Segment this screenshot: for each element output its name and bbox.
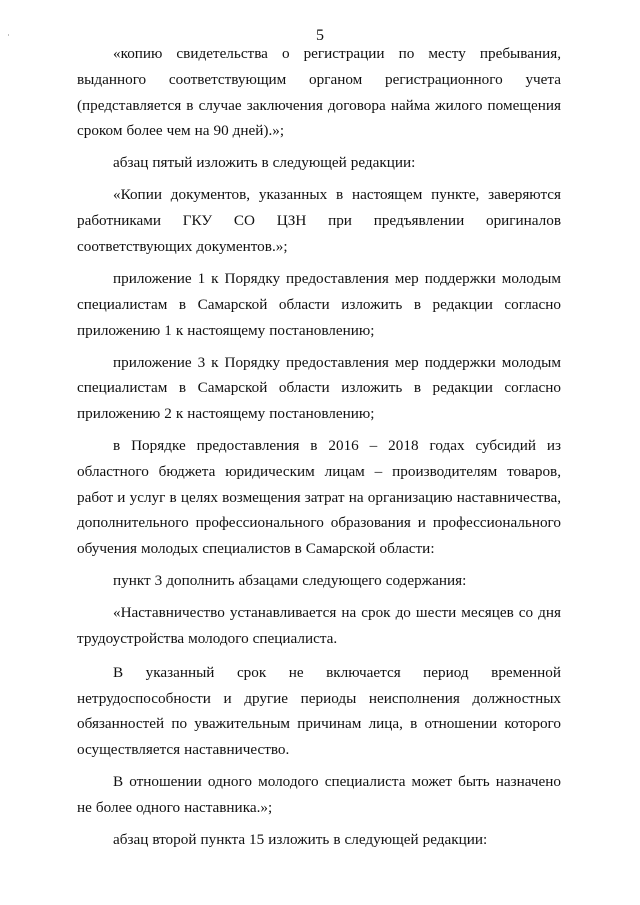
page-number: 5: [316, 27, 324, 44]
paragraph-mentoring-term: «Наставничество устанавливается на срок до шести месяцев со дня трудоустройства молодого специалиста.: [77, 604, 561, 648]
paragraph-excluded-period: В указанный срок не включается период временной нетрудоспособности и другие периоды неисполнения должностных обязанностей по уважительным причинам лица, в отношении которого осуществляется наставничество.: [77, 663, 561, 759]
paragraph-appendix-1: приложение 1 к Порядку предоставления мер поддержки молодым специалистам в Самарской области изложить в редакции согласно приложению 1 к настоящему постановлению;: [77, 269, 561, 339]
paragraph-registration-copy: «копию свидетельства о регистрации по месту пребывания, выданного соответствующим органом регистрационного учета (представляется в случае заключения договора найма жилого помещения сроком более чем на 90 дней).»;: [77, 45, 561, 140]
paragraph-appendix-3: приложение 3 к Порядку предоставления мер поддержки молодым специалистам в Самарской области изложить в редакции согласно приложению 2 к настоящему постановлению;: [77, 353, 561, 423]
paragraph-subsidies-order: в Порядке предоставления в 2016 – 2018 годах субсидий из областного бюджета юридическим лицам – производителям товаров, работ и услуг в целях возмещения затрат на организацию наставничества, дополнительного профессионального образования и профессионального обучения молодых специалистов в Самарской области:: [77, 437, 561, 558]
paragraph-point-3: пункт 3 дополнить абзацами следующего содержания:: [113, 572, 467, 590]
document-body: [77, 41, 561, 859]
paragraph-fifth-abzac: абзац пятый изложить в следующей редакции:: [113, 154, 416, 172]
paragraph-one-mentor: В отношении одного молодого специалиста может быть назначено не более одного наставника.»;: [77, 773, 561, 817]
paragraph-copies-certified: «Копии документов, указанных в настоящем пункте, заверяются работниками ГКУ СО ЦЗН при предъявлении оригиналов соответствующих документов.»;: [77, 186, 561, 255]
paragraph-point-15: абзац второй пункта 15 изложить в следующей редакции:: [113, 831, 488, 848]
